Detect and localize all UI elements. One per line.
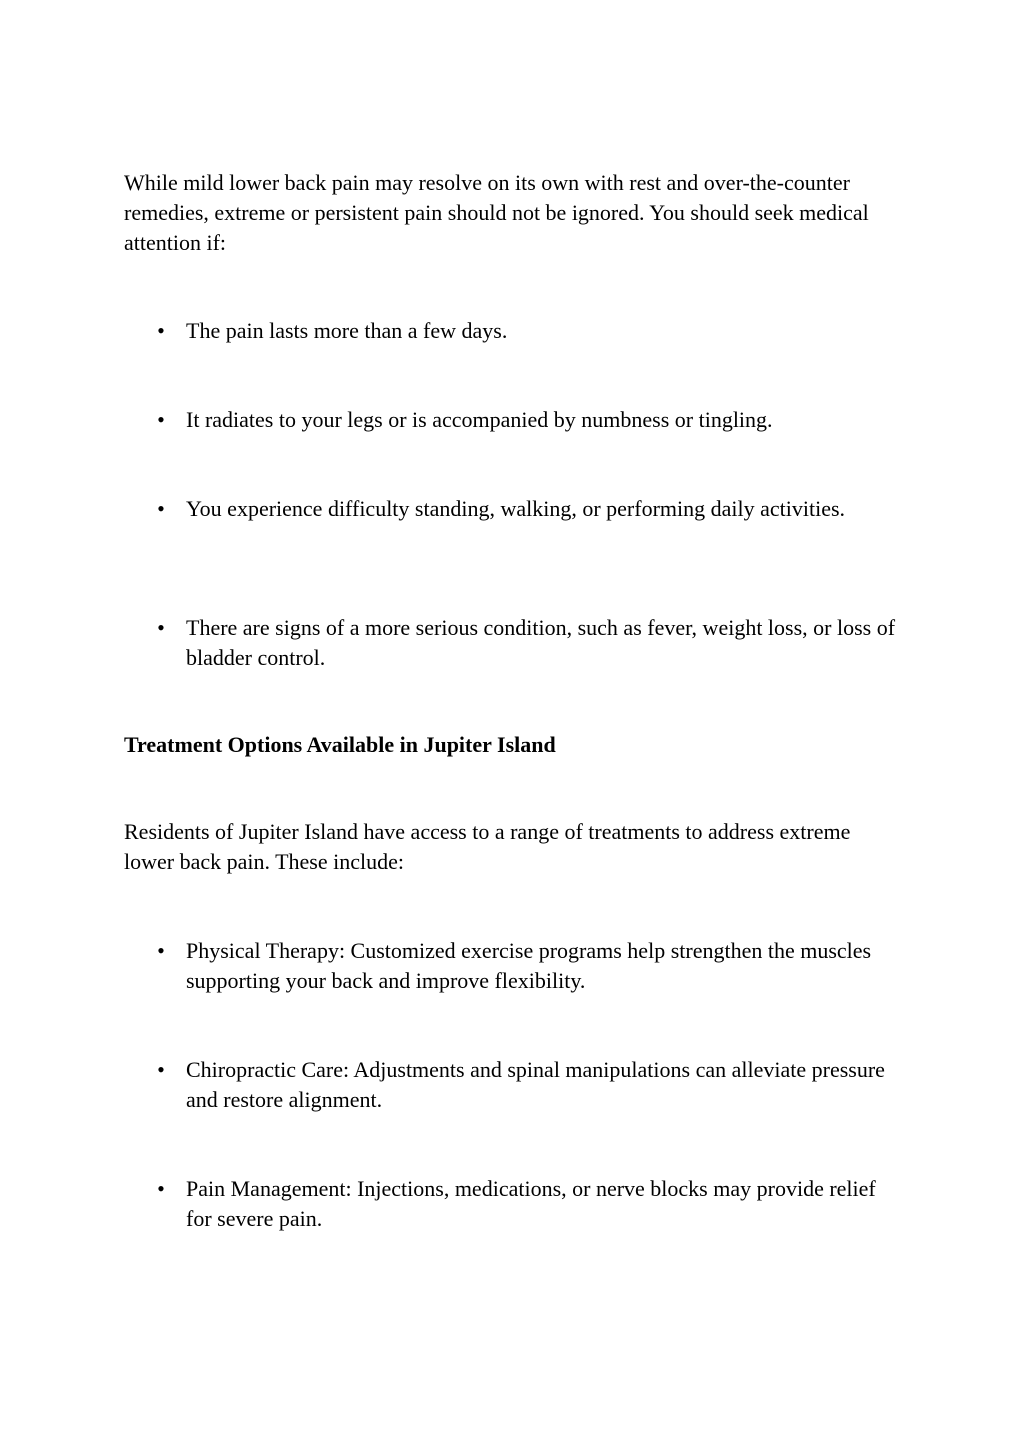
list-item-text: It radiates to your legs or is accompanied by numbness or tingling. (186, 407, 773, 432)
intro-paragraph: While mild lower back pain may resolve on its own with rest and over-the-counter remedies, extreme or persistent pain should not be ignored. You should seek medical attention if: (124, 170, 869, 255)
list-item-text: Chiropractic Care: Adjustments and spinal manipulations can alleviate pressure and restore alignment. (186, 1057, 885, 1112)
bullet-icon: • (157, 938, 165, 963)
section-heading: Treatment Options Available in Jupiter Island (124, 732, 556, 757)
list-item (124, 613, 904, 673)
list-item (124, 936, 904, 996)
list-item-text: The pain lasts more than a few days. (186, 318, 508, 343)
list-item (124, 1174, 904, 1234)
list-item-text: Physical Therapy: Customized exercise programs help strengthen the muscles supporting your back and improve flexibility. (186, 938, 872, 993)
treatment-intro-paragraph: Residents of Jupiter Island have access to a range of treatments to address extreme lower back pain. These include: (124, 819, 851, 874)
bullet-icon: • (157, 1057, 165, 1082)
list-item (124, 494, 904, 554)
list-item-text: You experience difficulty standing, walking, or performing daily activities. (186, 496, 846, 521)
bullet-icon: • (157, 318, 165, 343)
bullet-icon: • (157, 615, 165, 640)
list-item (124, 316, 904, 346)
list-item (124, 405, 904, 435)
bullet-icon: • (157, 496, 165, 521)
list-item-text: There are signs of a more serious condition, such as fever, weight loss, or loss of bladder control. (186, 615, 896, 670)
bullet-icon: • (157, 1176, 165, 1201)
bullet-icon: • (157, 407, 165, 432)
list-item-text: Pain Management: Injections, medications, or nerve blocks may provide relief for severe pain. (186, 1176, 876, 1231)
list-item (124, 1055, 904, 1115)
